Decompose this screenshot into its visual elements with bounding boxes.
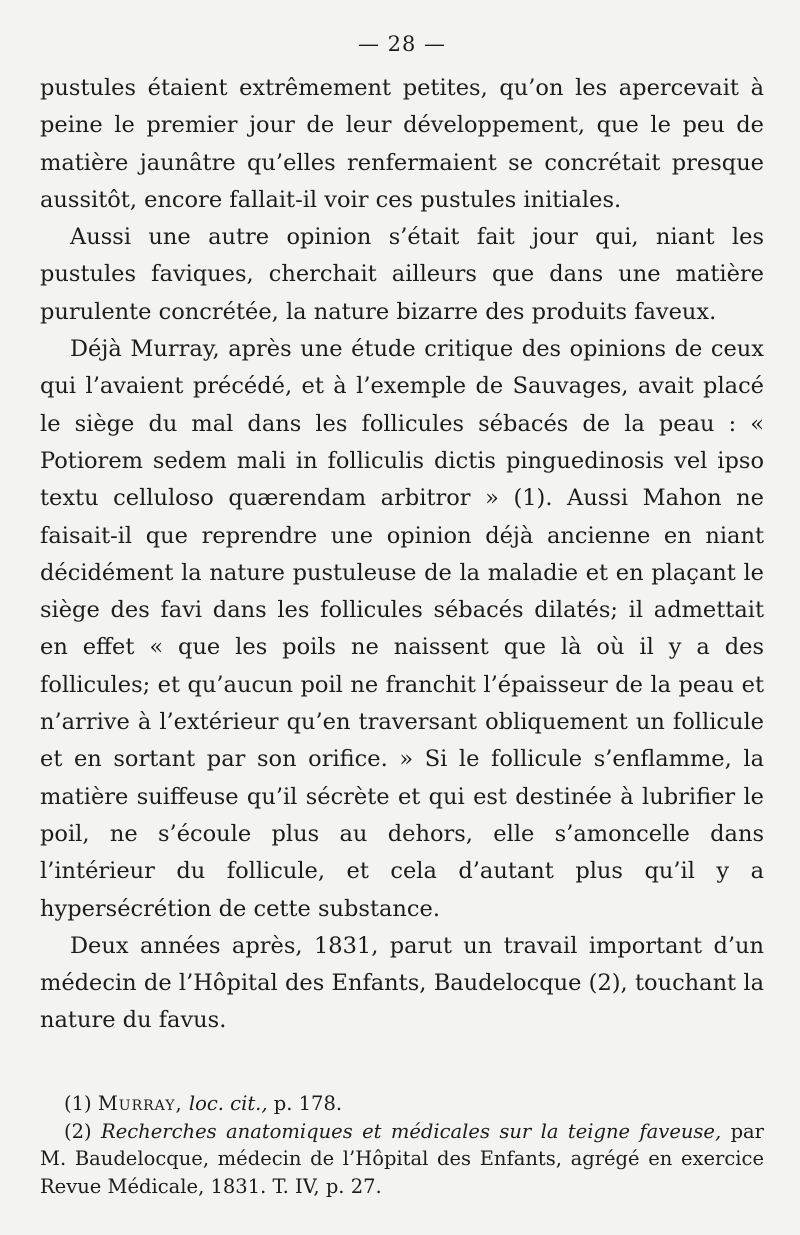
- footnote-2: [40, 1118, 764, 1201]
- footnote-rest: par M. Baudelocque, médecin de l’Hôpital des Enfants, agrégé en exercice Revue Médicale, 1831. T. IV, p. 27.: [40, 1119, 765, 1198]
- paragraph: Déjà Murray, après une étude critique des opinions de ceux qui l’avaient précédé, et à l’exemple de Sauvages, avait placé le siège du mal dans les follicules sébacés de la peau : « Potiorem sedem mali in folliculis dictis pinguedinosis vel ipso textu celluloso quærendam arbitror » (1). Aussi Mahon ne faisait-il que reprendre une opinion déjà ancienne en niant décidément la nature pustuleuse de la maladie et en plaçant le siège des favi dans les follicules sébacés dilatés; il admettait en effet « que les poils ne naissent que là où il y a des follicules; et qu’aucun poil ne franchit l’épaisseur de la peau et n’arrive à l’extérieur qu’en traversant obliquement un follicule et en sortant par son orifice. » Si le follicule s’enflamme, la matière suiffeuse qu’il sécrète et qui est destinée à lubrifier le poil, ne s’écoule plus au dehors, elle s’amoncelle dans l’intérieur du follicule, et cela d’autant plus qu’il y a hypersécrétion de cette substance.: [40, 336, 764, 922]
- footnote-title: Recherches anatomiques et médicales sur la teigne faveuse,: [101, 1119, 722, 1143]
- footnote-1: [40, 1090, 764, 1118]
- body-text: [40, 70, 764, 1040]
- footnote-rest: p. 178.: [273, 1092, 343, 1115]
- page: [40, 22, 764, 1040]
- footnotes: [40, 1090, 764, 1200]
- paragraph: pustules étaient extrêmement petites, qu’on les apercevait à peine le premier jour de leur développement, que le peu de matière jaunâtre qu’elles renfermaient se concrétait presque aussitôt, encore fallait-il voir ces pustules initiales.: [40, 75, 764, 213]
- page-number: — 28 —: [357, 32, 447, 56]
- footnote-work: loc. cit.,: [188, 1092, 268, 1115]
- footnote-marker: (2): [64, 1119, 92, 1143]
- footnote-marker: (1): [64, 1092, 92, 1115]
- footnote-author: Murray,: [97, 1092, 183, 1115]
- paragraph: Deux années après, 1831, parut un travail important d’un médecin de l’Hôpital des Enfants, Baudelocque (2), touchant la nature du favus.: [40, 932, 764, 1034]
- paragraph: Aussi une autre opinion s’était fait jour qui, niant les pustules faviques, cherchait ailleurs que dans une matière purulente concrétée, la nature bizarre des produits faveux.: [40, 224, 764, 325]
